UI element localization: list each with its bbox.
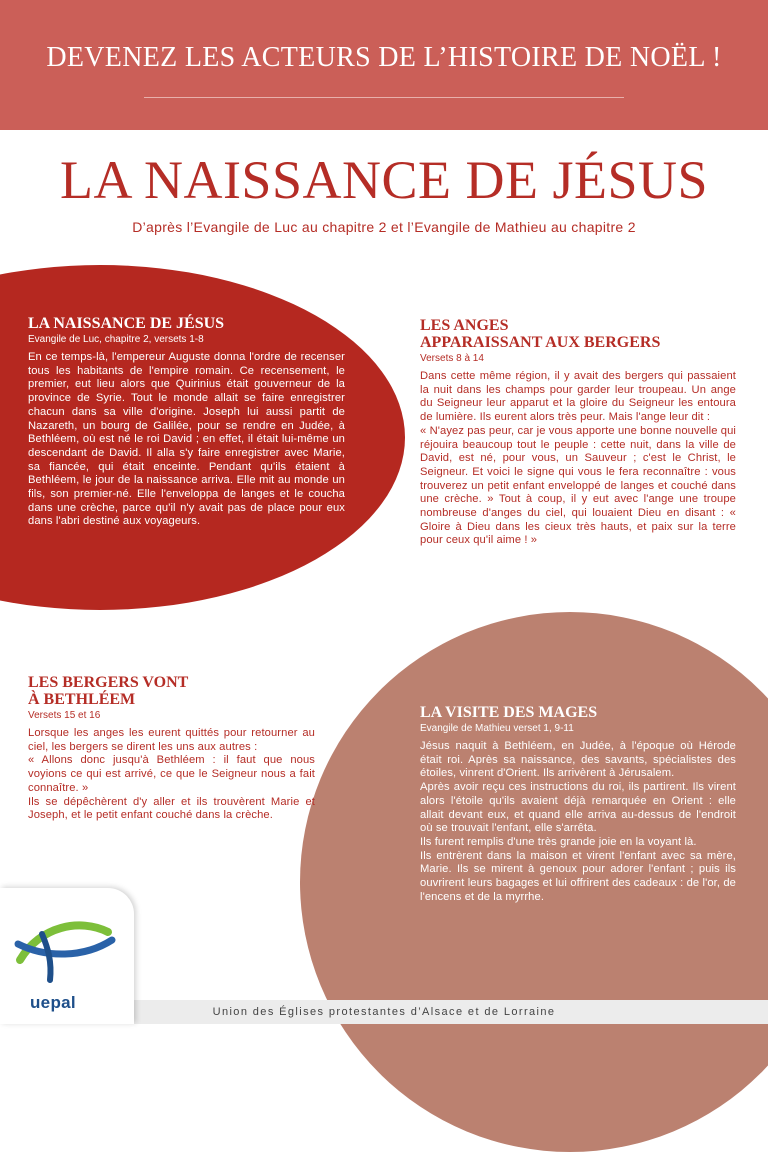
section-paragraph: Ils furent remplis d'une très grande joie en la voyant là.: [420, 835, 697, 848]
section-paragraph: « N'ayez pas peur, car je vous apporte une bonne nouvelle qui réjouira beaucoup tout le peuple : cette nuit, dans la ville de David, est né, pour vous, un Sauveur ; c'est le Christ, le Seigneur. Et voici le signe qui vous le fera reconnaître : vous trouverez un petit enfant enveloppé de langes et couché dans une crèche. » Tout à coup, il y eut avec l'ange une troupe nombreuse d'anges du ciel, qui louaient Dieu en disant : « Gloire à Dieu dans les cieux très hauts, et paix sur la terre pour ceux qu'il aime ! »: [420, 424, 736, 547]
section-reference: Evangile de Mathieu verset 1, 9-11: [420, 723, 574, 734]
section-title: LES BERGERS VONT À BETHLÉEM: [28, 674, 189, 708]
section-bergers: [28, 674, 315, 823]
section-naissance: [28, 315, 345, 529]
section-body: [420, 740, 736, 904]
section-paragraph: Ils entrèrent dans la maison et virent l'enfant avec sa mère, Marie. Ils se mirent à genoux pour adorer l'enfant ; puis ils ouvrirent leurs bagages et lui offrirent des cadeaux : de l'or, de l'encens et de la myrrhe.: [420, 849, 736, 903]
section-reference: Versets 15 et 16: [28, 710, 101, 721]
section-reference: Evangile de Luc, chapitre 2, versets 1-8: [28, 334, 204, 345]
section-paragraph: Jésus naquit à Bethléem, en Judée, à l'époque où Hérode était roi. Après sa naissance, des savants, spécialistes des étoiles, vinrent d'Orient. Ils arrivèrent à Jérusalem.: [420, 740, 736, 780]
section-paragraph: En ce temps-là, l'empereur Auguste donna l'ordre de recenser tous les habitants de l'empire romain. Ce recensement, le premier, eut lieu alors que Quirinius était gouverneur de la province de Syrie. Tout le monde allait se faire enregistrer chacun dans sa ville d'origine. Joseph lui aussi partit de Nazareth, un bourg de Galilée, pour se rendre en Judée, à Bethléem, où est né le roi David ; en effet, il était lui-même un descendant de David. Il alla s'y faire enregistrer avec Marie, sa fiancée, qui était enceinte. Pendant qu'ils étaient à Bethléem, le jour de la naissance arriva. Elle mit au monde un fils, son premier-né. Elle l'enveloppa de langes et le coucha dans une crèche, parce qu'il n'y avait pas de place pour eux dans l'abri destiné aux voyageurs.: [28, 351, 345, 528]
header-banner: [0, 0, 768, 130]
section-reference: Versets 8 à 14: [420, 353, 484, 364]
section-paragraph: Dans cette même région, il y avait des bergers qui passaient la nuit dans les champs pour garder leur troupeau. Un ange du Seigneur leur apparut et la gloire du Seigneur les entoura de lumière. Ils eurent alors très peur. Mais l'ange leur dit :: [420, 370, 736, 424]
banner-title: DEVENEZ LES ACTEURS DE L’HISTOIRE DE NOËL !: [46, 42, 722, 73]
section-anges: [420, 317, 736, 548]
section-paragraph: Lorsque les anges les eurent quittés pour retourner au ciel, les bergers se dirent les uns aux autres :: [28, 727, 315, 753]
section-body: [420, 370, 736, 548]
section-paragraph: Ils se dépêchèrent d'y aller et ils trouvèrent Marie et Joseph, et le petit enfant couché dans la crèche.: [28, 795, 315, 822]
section-title: LES ANGES APPARAISSANT AUX BERGERS: [420, 317, 661, 351]
footer-text: Union des Églises protestantes d’Alsace et de Lorraine: [212, 1006, 556, 1018]
section-paragraph: « Allons donc jusqu'à Bethléem : il faut que nous voyions ce qui est arrivé, ce que le Seigneur nous a fait connaître. »: [28, 754, 315, 794]
page-title: LA NAISSANCE DE JÉSUS: [59, 150, 709, 210]
section-mages: [420, 704, 736, 904]
section-title: LA NAISSANCE DE JÉSUS: [28, 315, 225, 332]
uepal-logo-icon: [0, 888, 134, 988]
section-title: LA VISITE DES MAGES: [420, 704, 598, 721]
logo-wordmark: uepal: [30, 993, 76, 1012]
section-body: [28, 727, 315, 823]
footer-bar: [134, 1000, 768, 1024]
section-paragraph: Après avoir reçu ces instructions du roi, ils partirent. Ils virent alors l'étoile qu'ils avaient déjà remarquée en Orient : elle allait devant eux, et quand elle arriva au-dessus de l'endroit où se trouvait l'enfant, elle s'arrêta.: [420, 781, 736, 835]
page-subtitle: D’après l’Evangile de Luc au chapitre 2 et l’Evangile de Mathieu au chapitre 2: [132, 219, 636, 235]
section-body: [28, 351, 345, 529]
banner-divider: [144, 97, 624, 98]
